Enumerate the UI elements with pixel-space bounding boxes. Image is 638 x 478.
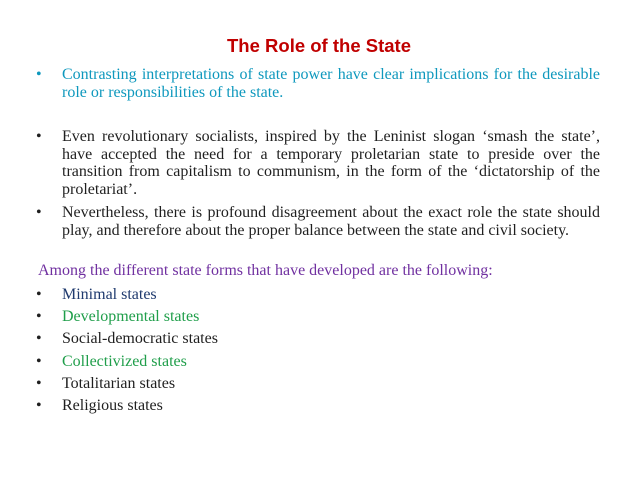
state-form-label: Totalitarian states [62, 374, 176, 392]
state-forms-intro: Among the different state forms that have developed are the following: [38, 262, 493, 279]
state-form-label: Social-democratic states [62, 330, 218, 348]
bullet-marker: • [36, 128, 42, 145]
bullet-marker: • [36, 330, 42, 348]
list-item [36, 351, 536, 373]
list-item [36, 328, 536, 350]
bullet-marker: • [36, 396, 42, 414]
bullet-marker: • [36, 286, 42, 303]
list-item [36, 373, 536, 395]
bullet-marker: • [36, 352, 42, 370]
list-item [36, 306, 536, 328]
slide-title: The Role of the State [227, 35, 411, 56]
state-form-label: Collectivized states [62, 352, 187, 370]
state-form-label: Developmental states [62, 308, 200, 326]
bullet-marker: • [36, 66, 42, 83]
state-form-label: Minimal states [62, 286, 157, 303]
paragraph-text: Contrasting interpretations of state power have clear implications for the desirable role or responsibilities of the state. [62, 66, 600, 101]
list-item [36, 395, 536, 417]
paragraph-text: Even revolutionary socialists, inspired by the Leninist slogan ‘smash the state’, have accepted the need for a temporary proletarian state to preside over the transition from capitalism to communism, in the form of the ‘dictatorship of the proletariat’. [62, 128, 600, 198]
bullet-paragraph-contrasting [36, 66, 600, 101]
bullet-marker: • [36, 374, 42, 392]
state-form-label: Religious states [62, 396, 163, 414]
bullet-paragraph-nevertheless [36, 204, 600, 239]
bullet-paragraph-revolutionary [36, 128, 600, 198]
bullet-marker: • [36, 308, 42, 326]
state-forms-list [36, 284, 536, 417]
paragraph-text: Nevertheless, there is profound disagreement about the exact role the state should play, and therefore about the proper balance between the state and civil society. [62, 204, 600, 239]
list-item [36, 284, 536, 306]
bullet-marker: • [36, 204, 42, 221]
